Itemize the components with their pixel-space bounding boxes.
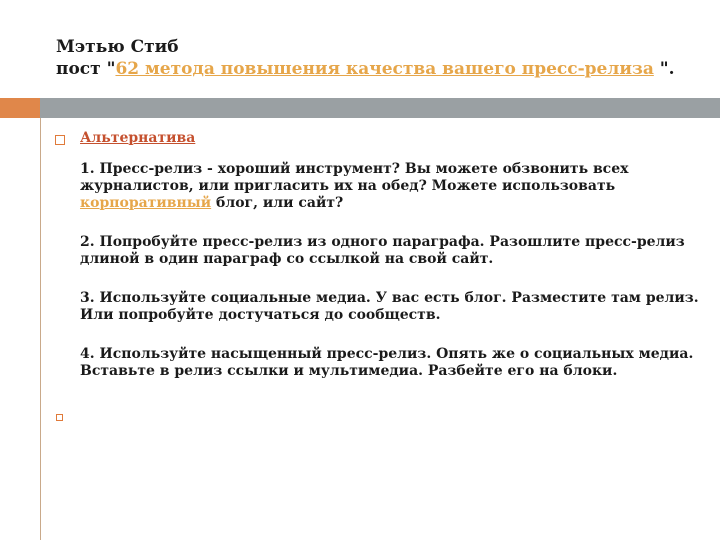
post-suffix: ". bbox=[653, 59, 675, 79]
paragraph-2: 2. Попробуйте пресс-релиз из одного параграфа. Разошлите пресс-релиз длиной в один параграф со ссылкой на свой сайт. bbox=[80, 234, 685, 267]
author-name: Мэтью Стиб bbox=[56, 37, 179, 57]
accent-bar-orange bbox=[0, 98, 40, 118]
section-heading[interactable]: Альтернатива bbox=[80, 130, 196, 146]
post-prefix: пост " bbox=[56, 59, 116, 79]
vertical-divider bbox=[40, 118, 41, 540]
accent-bar-grey bbox=[40, 98, 720, 118]
post-link[interactable]: 62 метода повышения качества вашего пресс-релиза bbox=[115, 59, 654, 79]
slide-content bbox=[80, 130, 700, 402]
paragraph-3: 3. Используйте социальные медиа. У вас есть блог. Разместите там релиз. Или попробуйте достучаться до сообществ. bbox=[80, 290, 699, 323]
paragraph-1-text-b: блог, или сайт? bbox=[211, 195, 344, 211]
paragraph-4: 4. Используйте насыщенный пресс-релиз. Опять же о социальных медиа. Вставьте в релиз ссылки и мультимедиа. Разбейте его на блоки. bbox=[80, 346, 694, 379]
bullet-square-icon bbox=[55, 135, 65, 145]
paragraph-1-text-a: 1. Пресс-релиз - хороший инструмент? Вы можете обзвонить всех журналистов, или пригласить их на обед? Можете использовать bbox=[80, 161, 629, 194]
post-reference bbox=[56, 58, 696, 80]
bullet-square-icon-small bbox=[56, 414, 63, 421]
corporate-link[interactable]: корпоративный bbox=[80, 195, 212, 211]
paragraph-1 bbox=[80, 161, 700, 212]
slide-title bbox=[56, 36, 696, 80]
